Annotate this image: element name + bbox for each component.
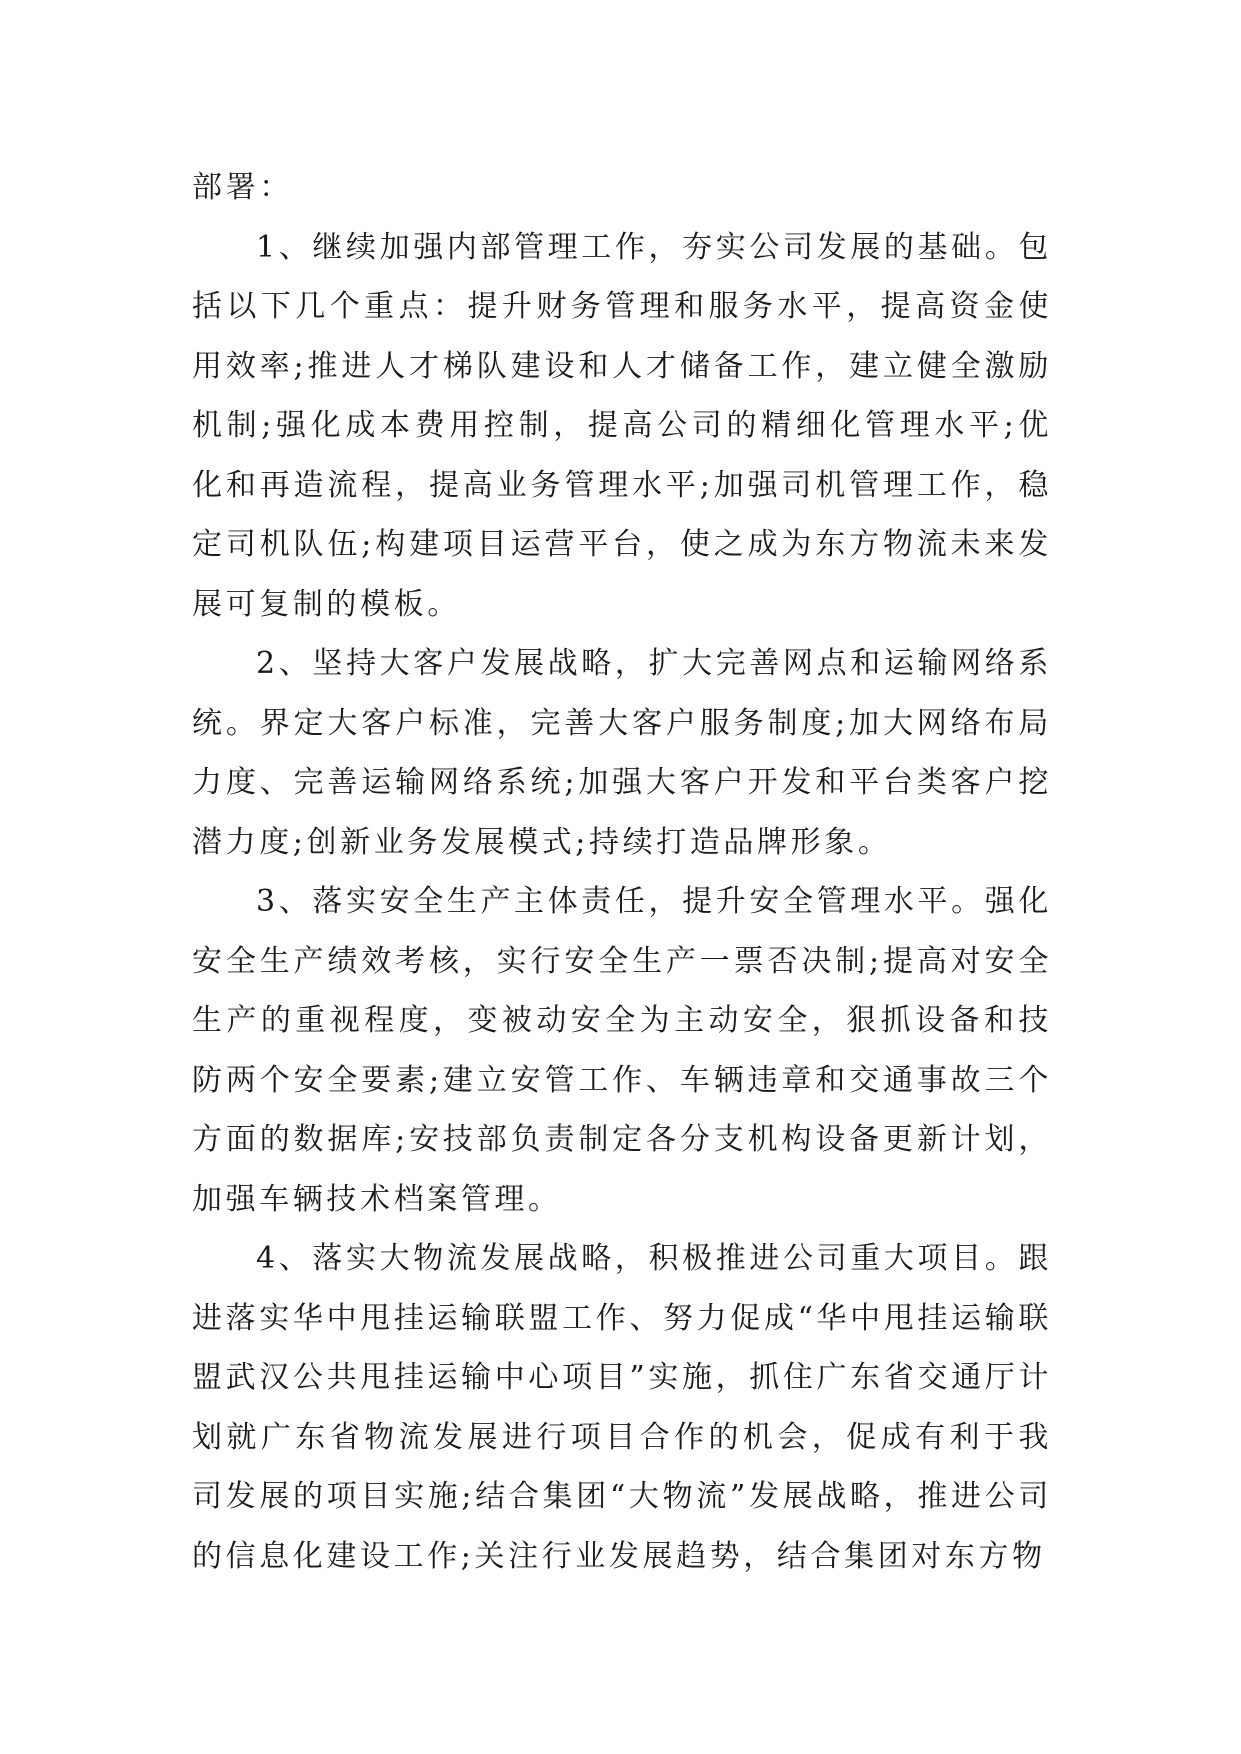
document-page <box>192 158 1052 1586</box>
paragraph-heading: 部署： <box>192 170 293 205</box>
paragraph-item-2: 2、坚持大客户发展战略，扩大完善网点和运输网络系统。界定大客户标准，完善大客户服务制度;加大网络布局力度、完善运输网络系统;加强大客户开发和平台类客户挖潜力度;创新业务发展模式;持续打造品牌形象。 <box>192 646 1052 860</box>
paragraph-item-4: 4、落实大物流发展战略，积极推进公司重大项目。跟进落实华中甩挂运输联盟工作、努力促成“华中甩挂运输联盟武汉公共甩挂运输中心项目”实施，抓住广东省交通厅计划就广东省物流发展进行项目合作的机会，促成有利于我司发展的项目实施;结合集团“大物流”发展战略，推进公司的信息化建设工作;关注行业发展趋势，结合集团对东方物 <box>192 1241 1052 1574</box>
paragraph-item-3: 3、落实安全生产主体责任，提升安全管理水平。强化安全生产绩效考核，实行安全生产一票否决制;提高对安全生产的重视程度，变被动安全为主动安全，狠抓设备和技防两个安全要素;建立安管工作、车辆违章和交通事故三个方面的数据库;安技部负责制定各分支机构设备更新计划，加强车辆技术档案管理。 <box>192 884 1052 1217</box>
paragraph-item-1: 1、继续加强内部管理工作，夯实公司发展的基础。包括以下几个重点：提升财务管理和服务水平，提高资金使用效率;推进人才梯队建设和人才储备工作，建立健全激励机制;强化成本费用控制，提高公司的精细化管理水平;优化和再造流程，提高业务管理水平;加强司机管理工作，稳定司机队伍;构建项目运营平台，使之成为东方物流未来发展可复制的模板。 <box>192 229 1052 622</box>
